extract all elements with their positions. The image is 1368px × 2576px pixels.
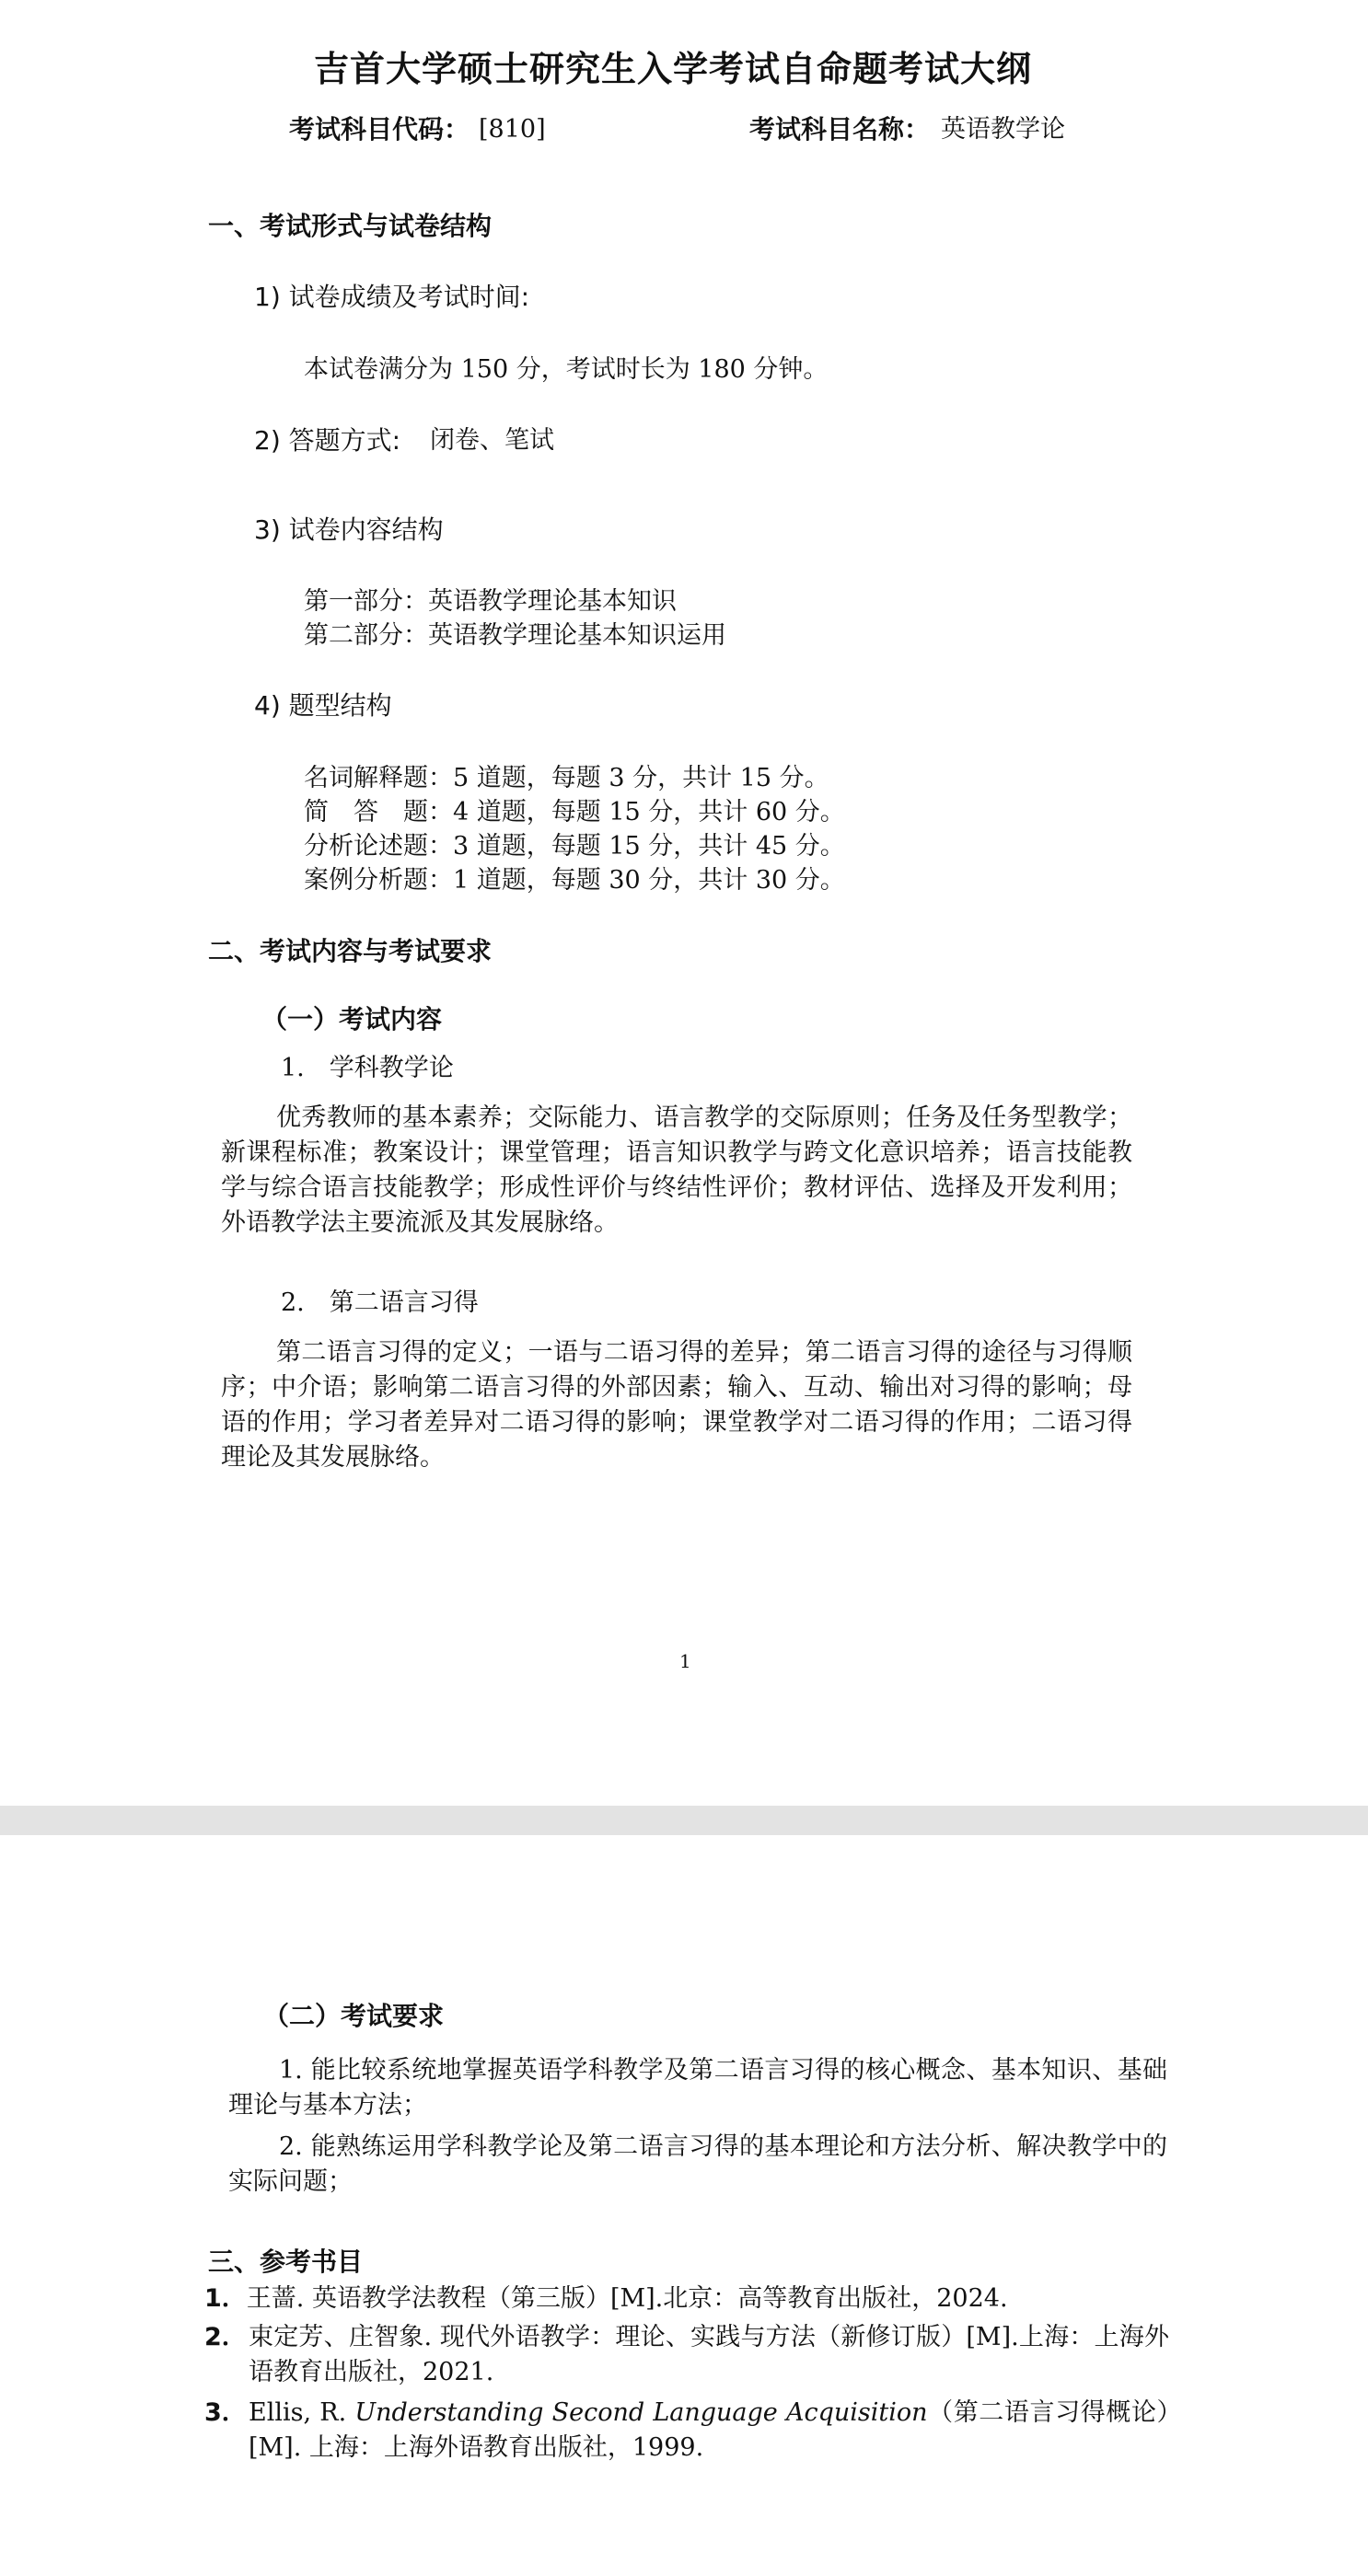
item4-line-3: 分析论述题：3 道题，每题 15 分，共计 45 分。 xyxy=(304,832,845,861)
section1-heading: 一、考试形式与试卷结构 xyxy=(208,211,493,241)
reference-3-num: 3． xyxy=(204,2398,247,2427)
reference-2-number xyxy=(204,2325,247,2350)
item4-line-4: 案例分析题：1 道题，每题 30 分，共计 30 分。 xyxy=(304,866,845,895)
topic1-heading: 1. 学科教学论 xyxy=(281,1054,454,1082)
reference-3-publisher: （第二语言习得概论）[M]. 上海：上海外语教育出版社，1999. xyxy=(249,2398,1170,2462)
page-number: 1 xyxy=(679,1650,691,1672)
reference-1 xyxy=(204,2286,1008,2311)
topic1-text: 优秀教师的基本素养；交际能力、语言教学的交际原则；任务及任务型教学；新课程标准；教案设计；课堂管理；语言知识教学与跨文化意识培养；语言技能教学与综合语言技能教学；形成性评价与终结性评价；教材评估、选择及开发利用；外语教学法主要流派及其发展脉络。 xyxy=(221,1103,1132,1237)
item4-line-1: 名词解释题：5 道题，每题 3 分，共计 15 分。 xyxy=(304,764,829,792)
topic2-text: 第二语言习得的定义；一语与二语习得的差异；第二语言习得的途径与习得顺序；中介语；影响第二语言习得的外部因素；输入、互动、输出对习得的影响；母语的作用；学习者差异对二语习得的影响；课堂教学对二语习得的作用；二语习得理论及其发展脉络。 xyxy=(221,1338,1132,1472)
subject-name-label: 考试科目名称： xyxy=(749,114,931,144)
section3-heading: 三、参考书目 xyxy=(208,2247,364,2277)
section2-heading: 二、考试内容与考试要求 xyxy=(208,936,493,966)
page-separator xyxy=(0,1806,1368,1835)
reference-1-number: 1． xyxy=(204,2284,247,2313)
reference-2-text: 束定芳、庄智象. 现代外语教学：理论、实践与方法（新修订版）[M].上海：上海外语教育出版社，2021. xyxy=(249,2323,1169,2386)
subject-name-value: 英语教学论 xyxy=(941,115,1065,144)
reference-2-num: 2． xyxy=(204,2323,247,2351)
reference-3-title: Understanding Second Language Acquisition xyxy=(354,2398,928,2427)
subject-code-value: [810] xyxy=(479,115,546,144)
topic2-heading: 2. 第二语言习得 xyxy=(281,1288,479,1317)
item4-heading: 4) 题型结构 xyxy=(254,690,392,721)
requirement-1: 1. 能比较系统地掌握英语学科教学及第二语言习得的核心概念、基本知识、基础理论与基本方法； xyxy=(228,2056,1167,2120)
document-page-2 xyxy=(0,1835,1368,2576)
sub2-heading: （二）考试要求 xyxy=(263,2001,445,2031)
sub1-heading: （一）考试内容 xyxy=(261,1004,443,1034)
item2-value: 闭卷、笔试 xyxy=(430,426,554,455)
item3-heading: 3) 试卷内容结构 xyxy=(254,514,444,545)
reference-1-text: 王蔷. 英语教学法教程（第三版）[M].北京：高等教育出版社，2024. xyxy=(246,2284,1008,2313)
subject-code-label: 考试科目代码： xyxy=(289,114,470,144)
reference-3-number xyxy=(204,2400,247,2425)
item3-line-1: 第一部分：英语教学理论基本知识 xyxy=(304,587,677,616)
item1-heading: 1) 试卷成绩及考试时间: xyxy=(254,282,530,312)
reference-3-author: Ellis, R. xyxy=(249,2398,355,2427)
item3-line-2: 第二部分：英语教学理论基本知识运用 xyxy=(304,621,726,650)
item4-line-2: 简 答 题：4 道题，每题 15 分，共计 60 分。 xyxy=(304,798,845,826)
document-title: 吉首大学硕士研究生入学考试自命题考试大纲 xyxy=(314,49,1033,89)
requirement-2: 2. 能熟练运用学科教学论及第二语言习得的基本理论和方法分析、解决教学中的实际问题； xyxy=(228,2132,1167,2196)
reference-3-text xyxy=(249,2396,1169,2466)
item2-heading: 2) 答题方式: xyxy=(254,425,401,456)
item1-text: 本试卷满分为 150 分，考试时长为 180 分钟。 xyxy=(304,355,829,384)
